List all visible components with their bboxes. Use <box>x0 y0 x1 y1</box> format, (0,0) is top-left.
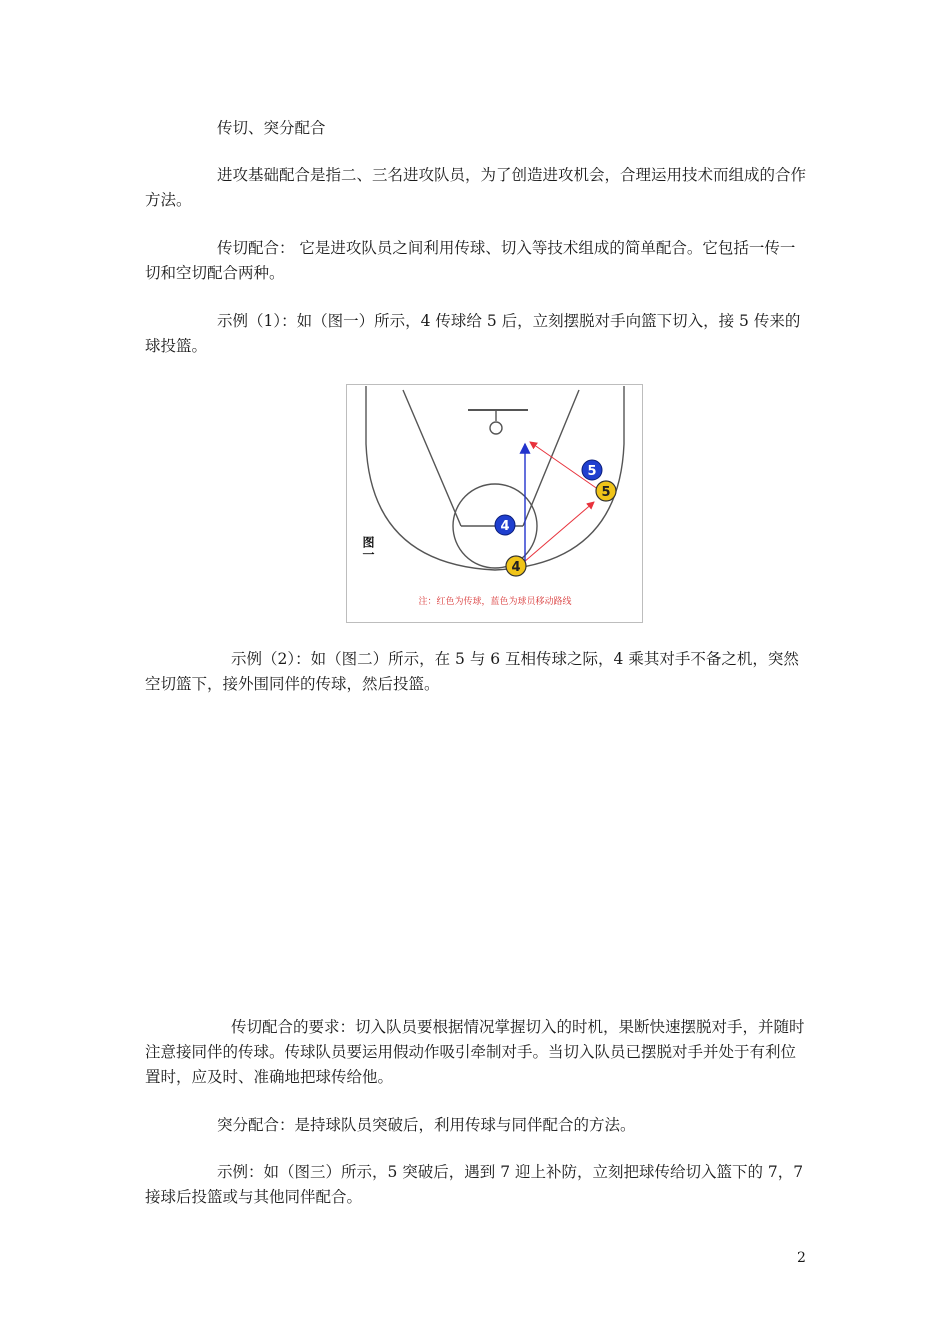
defender-4 <box>495 515 515 535</box>
page-number: 2 <box>797 1250 806 1266</box>
paragraph-example-2: 示例（2）：如（图二）所示，在 5 与 6 互相传球之际，4 乘其对手不备之机，突然空切篮下，接外围同伴的传球，然后投篮。 <box>145 650 799 693</box>
offense-4-label: 4 <box>511 560 521 575</box>
heading: 传切、突分配合 <box>217 119 326 137</box>
paragraph-requirements: 传切配合的要求：切入队员要根据情况掌握切入的时机，果断快速摆脱对手，并随时注意接同伴的传球。传球队员要运用假动作吸引牵制对手。当切入队员已摆脱对手并处于有利位置时，应及时、准确地把球传给他。 <box>145 1018 805 1086</box>
offense-5-label: 5 <box>601 485 611 500</box>
court-svg <box>346 384 644 624</box>
diagram-note: 注：红色为传球，蓝色为球员移动路线 <box>418 597 572 607</box>
defender-5 <box>582 460 602 480</box>
defender-5-label: 5 <box>587 464 597 479</box>
paragraph-intro: 进攻基础配合是指二、三名进攻队员，为了创造进攻机会，合理运用技术而组成的合作方法。 <box>145 166 807 209</box>
defender-4-label: 4 <box>500 519 510 534</box>
paragraph-example-1: 示例（1）：如（图一）所示，4 传球给 5 后，立刻摆脱对手向篮下切入，接 5 传来的球投篮。 <box>145 312 801 355</box>
paragraph-example-3: 示例：如（图三）所示，5 突破后，遇到 7 迎上补防，立刻把球传给切入篮下的 7，7 接球后投篮或与其他同伴配合。 <box>145 1163 804 1206</box>
offense-5 <box>596 481 616 501</box>
paragraph-drive-dish: 突分配合：是持球队员突破后，利用传球与同伴配合的方法。 <box>217 1116 636 1134</box>
figure-label: 图一 <box>361 536 375 560</box>
figure-1-diagram <box>346 384 644 624</box>
figure-frame <box>347 385 643 623</box>
paragraph-pass-cut: 传切配合： 它是进攻队员之间利用传球、切入等技术组成的简单配合。它包括一传一切和空切配合两种。 <box>145 239 796 282</box>
offense-4 <box>506 556 526 576</box>
